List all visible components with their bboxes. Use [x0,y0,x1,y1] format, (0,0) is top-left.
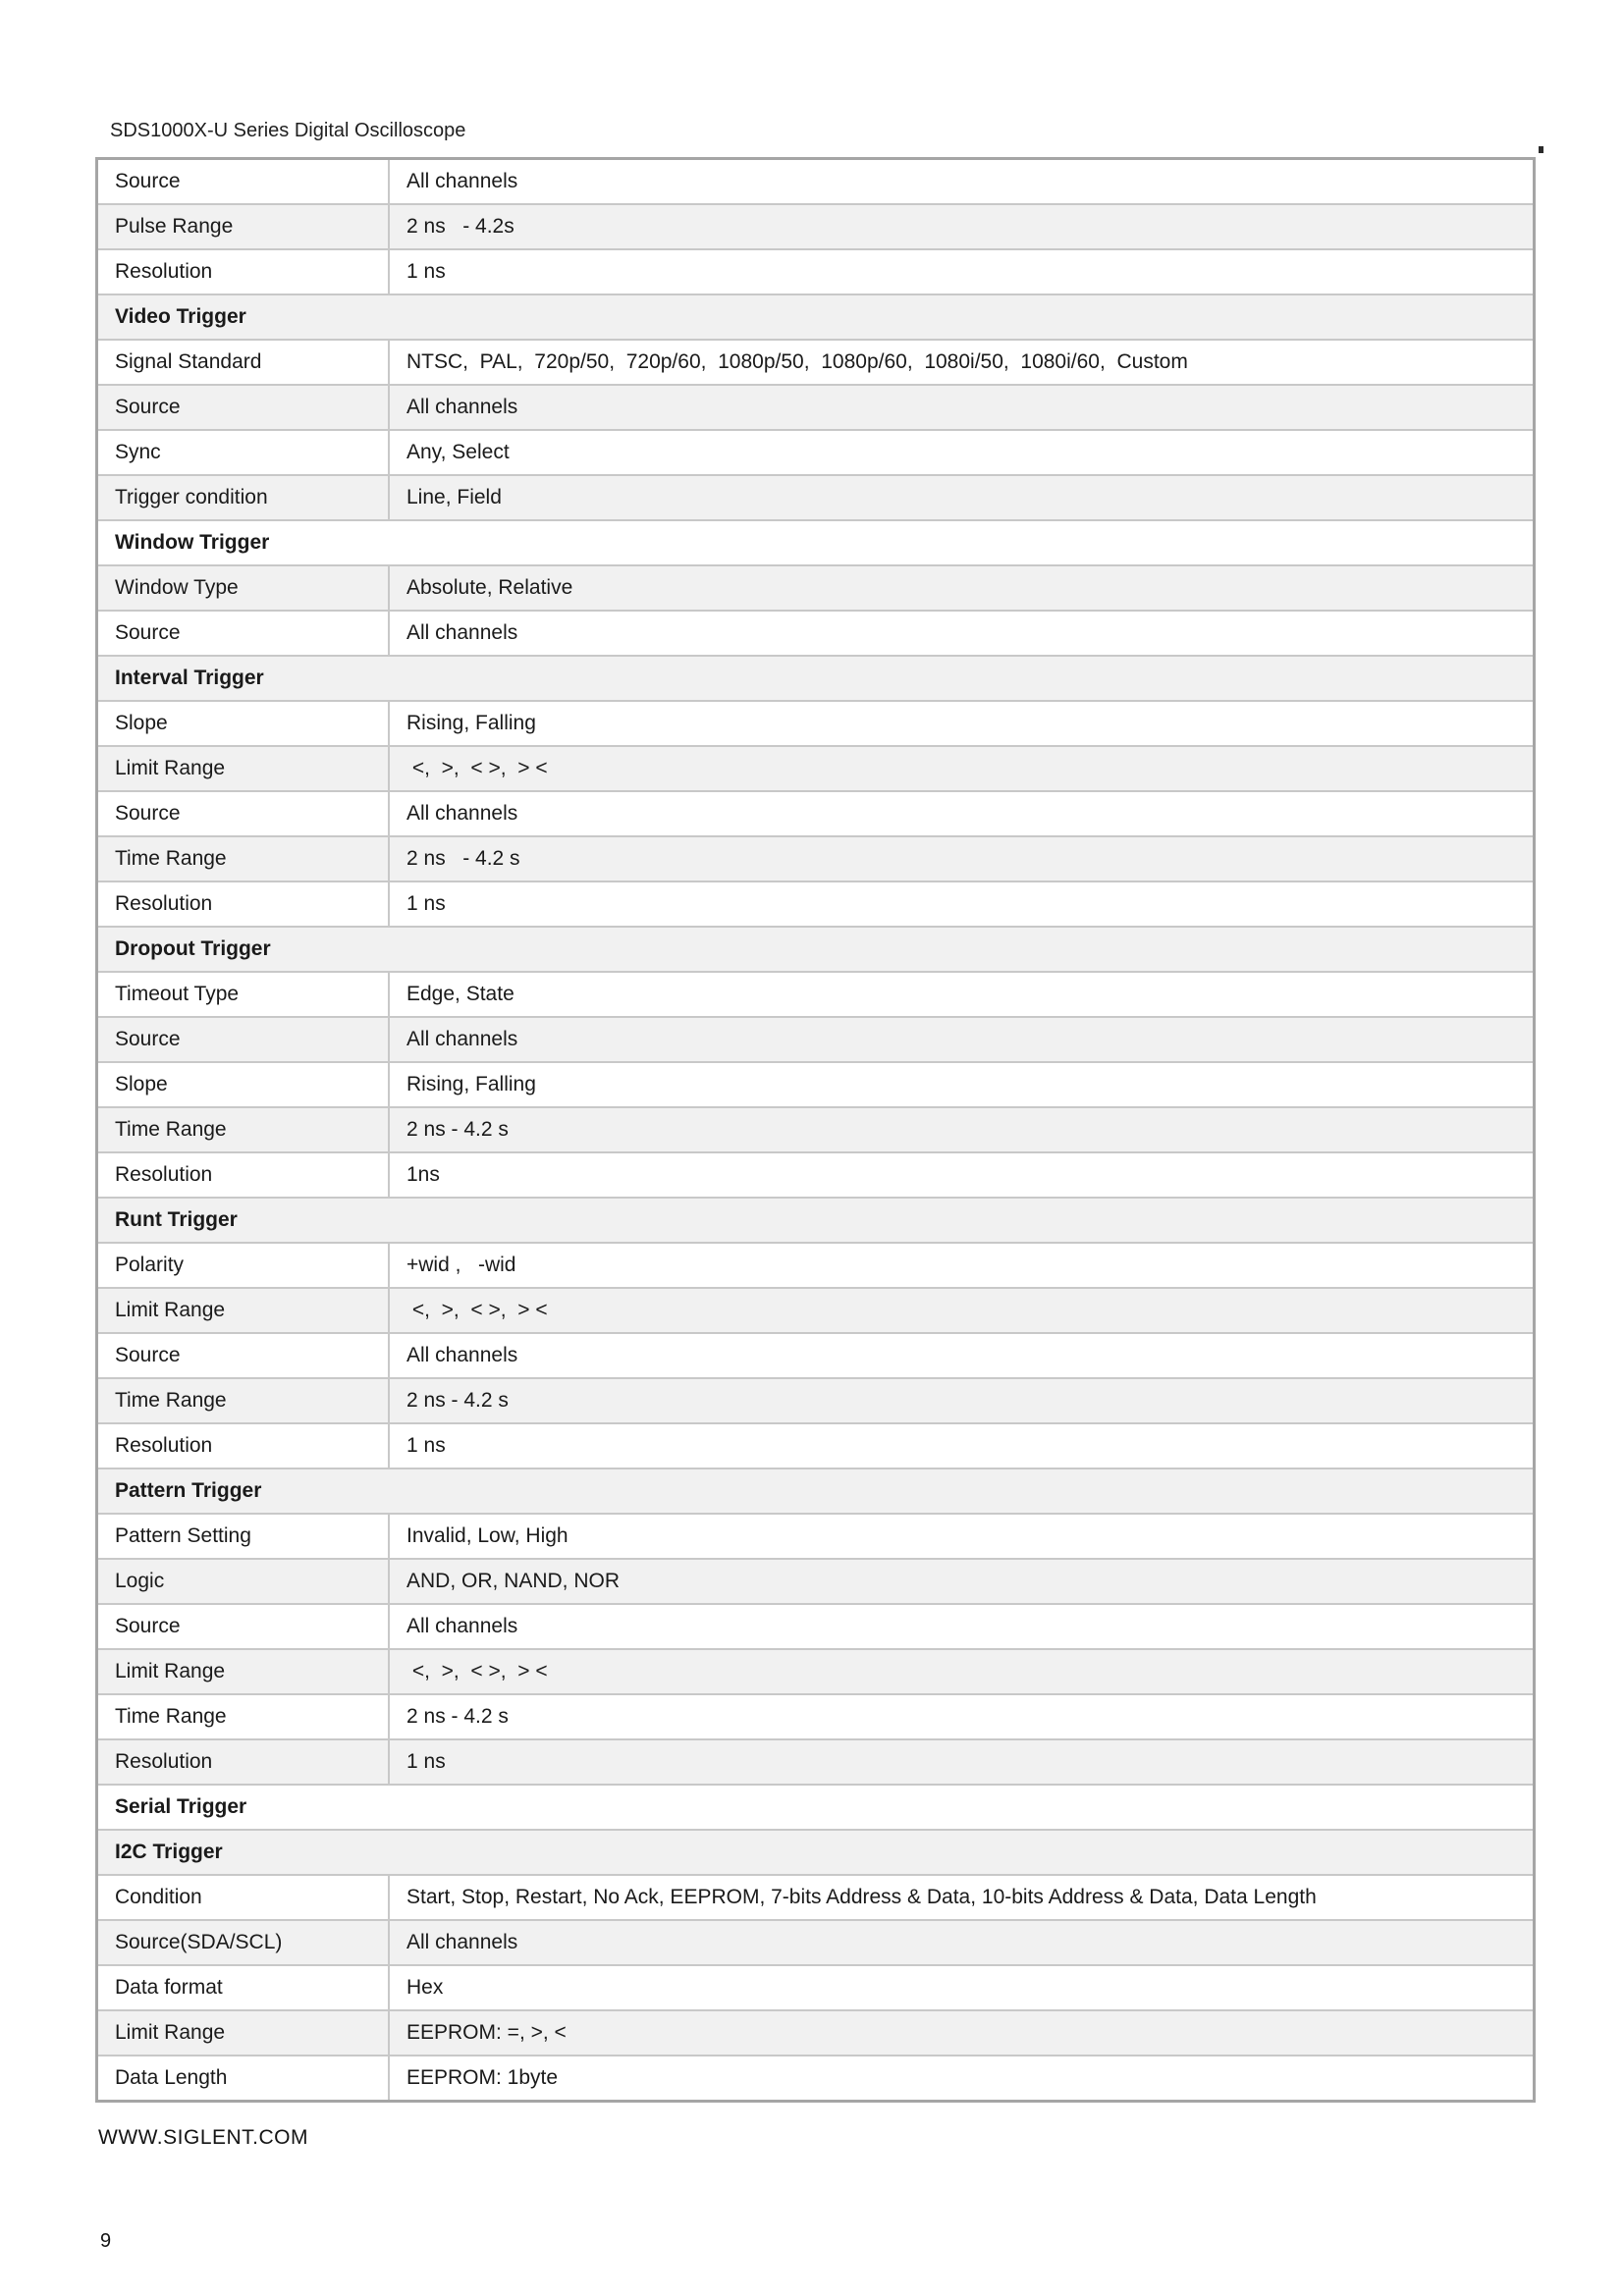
spec-value: <, >, < >, > < [406,757,548,779]
table-row [98,429,1533,474]
spec-value: All channels [406,1028,518,1050]
section-title: I2C Trigger [115,1841,223,1863]
table-row [98,1513,1533,1558]
spec-value: Invalid, Low, High [406,1524,568,1547]
spec-value: Edge, State [406,983,514,1005]
spec-label: Resolution [98,1424,390,1468]
spec-label: Pattern Setting [98,1515,390,1558]
page-number: 9 [100,2230,112,2252]
table-row [98,1693,1533,1738]
spec-label: Data format [98,1966,390,2009]
spec-label: Source [98,1334,390,1377]
table-row [98,248,1533,294]
spec-label: Source [98,160,390,203]
section-header-row [98,1829,1533,1874]
section-header-row [98,1784,1533,1829]
table-row [98,339,1533,384]
table-row [98,835,1533,881]
spec-value: Any, Select [406,441,510,463]
spec-label: Slope [98,1063,390,1106]
table-row [98,1964,1533,2009]
spec-value: 2 ns - 4.2 s [406,847,520,870]
spec-label: Resolution [98,250,390,294]
section-title: Pattern Trigger [115,1479,262,1502]
spec-value: 1 ns [406,1750,446,1773]
spec-value: Line, Field [406,486,502,508]
spec-label: Source [98,1018,390,1061]
spec-value: 1ns [406,1163,440,1186]
section-title: Serial Trigger [115,1795,247,1818]
spec-label: Resolution [98,882,390,926]
section-header-row [98,519,1533,564]
spec-value: 1 ns [406,260,446,283]
spec-label: Source(SDA/SCL) [98,1921,390,1964]
spec-label: Trigger condition [98,476,390,519]
section-title: Interval Trigger [115,667,264,689]
spec-value: All channels [406,1615,518,1637]
table-row [98,1422,1533,1468]
table-row [98,1738,1533,1784]
spec-label: Time Range [98,1379,390,1422]
spec-label: Sync [98,431,390,474]
table-row [98,1287,1533,1332]
spec-label: Source [98,1605,390,1648]
spec-value: +wid , -wid [406,1254,516,1276]
spec-value: Rising, Falling [406,1073,536,1095]
spec-value: 2 ns - 4.2 s [406,1389,509,1412]
spec-label: Signal Standard [98,341,390,384]
table-row [98,1151,1533,1197]
section-title: Runt Trigger [115,1208,238,1231]
table-row [98,1919,1533,1964]
spec-label: Polarity [98,1244,390,1287]
spec-value: 2 ns - 4.2 s [406,1118,509,1141]
spec-value: All channels [406,170,518,192]
table-row [98,160,1533,203]
table-row [98,384,1533,429]
spec-value: EEPROM: =, >, < [406,2021,567,2044]
spec-label: Resolution [98,1153,390,1197]
spec-value: <, >, < >, > < [406,1660,548,1682]
spec-label: Data Length [98,2056,390,2100]
section-title: Window Trigger [115,531,270,554]
spec-label: Time Range [98,837,390,881]
spec-label: Time Range [98,1108,390,1151]
spec-value: All channels [406,621,518,644]
table-row [98,1106,1533,1151]
table-row [98,745,1533,790]
section-header-row [98,1468,1533,1513]
table-row [98,1242,1533,1287]
spec-label: Time Range [98,1695,390,1738]
spec-value: 2 ns - 4.2s [406,215,514,238]
spec-value: <, >, < >, > < [406,1299,548,1321]
spec-value: All channels [406,1931,518,1953]
table-row [98,203,1533,248]
spec-label: Timeout Type [98,973,390,1016]
spec-value: Hex [406,1976,444,1999]
table-row [98,610,1533,655]
section-title: Video Trigger [115,305,246,328]
spec-label: Limit Range [98,1289,390,1332]
section-header-row [98,294,1533,339]
table-row [98,1061,1533,1106]
spec-label: Source [98,386,390,429]
table-row [98,1016,1533,1061]
table-row [98,1558,1533,1603]
spec-value: 1 ns [406,1434,446,1457]
spec-value: NTSC, PAL, 720p/50, 720p/60, 1080p/50, 1080p/60, 1080i/50, 1080i/60, Custom [406,350,1188,373]
spec-value: AND, OR, NAND, NOR [406,1570,621,1592]
spec-label: Limit Range [98,2011,390,2055]
section-header-row [98,1197,1533,1242]
spec-label: Logic [98,1560,390,1603]
table-row [98,474,1533,519]
spec-value: All channels [406,396,518,418]
spec-value: All channels [406,1344,518,1366]
spec-value: Absolute, Relative [406,576,573,599]
spec-label: Pulse Range [98,205,390,248]
spec-label: Window Type [98,566,390,610]
spec-value: All channels [406,802,518,825]
footer-url: WWW.SIGLENT.COM [98,2126,308,2149]
spec-value: Start, Stop, Restart, No Ack, EEPROM, 7-bits Address & Data, 10-bits Address & Data, Data Length [406,1886,1317,1908]
section-header-row [98,926,1533,971]
table-row [98,1603,1533,1648]
spec-label: Source [98,792,390,835]
spec-table [95,157,1536,2103]
section-header-row [98,655,1533,700]
table-row [98,971,1533,1016]
spec-label: Source [98,612,390,655]
table-row [98,2009,1533,2055]
spec-label: Limit Range [98,747,390,790]
table-row [98,1377,1533,1422]
table-row [98,1874,1533,1919]
table-row [98,2055,1533,2100]
spec-value: 2 ns - 4.2 s [406,1705,509,1728]
page-title: SDS1000X-U Series Digital Oscilloscope [110,120,466,141]
table-row [98,1648,1533,1693]
spec-label: Slope [98,702,390,745]
section-title: Dropout Trigger [115,937,271,960]
table-row [98,881,1533,926]
table-row [98,564,1533,610]
spec-value: 1 ns [406,892,446,915]
table-row [98,1332,1533,1377]
scan-artifact-mark [1539,146,1543,153]
spec-value: EEPROM: 1byte [406,2066,559,2089]
spec-label: Limit Range [98,1650,390,1693]
table-row [98,790,1533,835]
spec-label: Condition [98,1876,390,1919]
table-row [98,700,1533,745]
spec-value: Rising, Falling [406,712,536,734]
spec-label: Resolution [98,1740,390,1784]
